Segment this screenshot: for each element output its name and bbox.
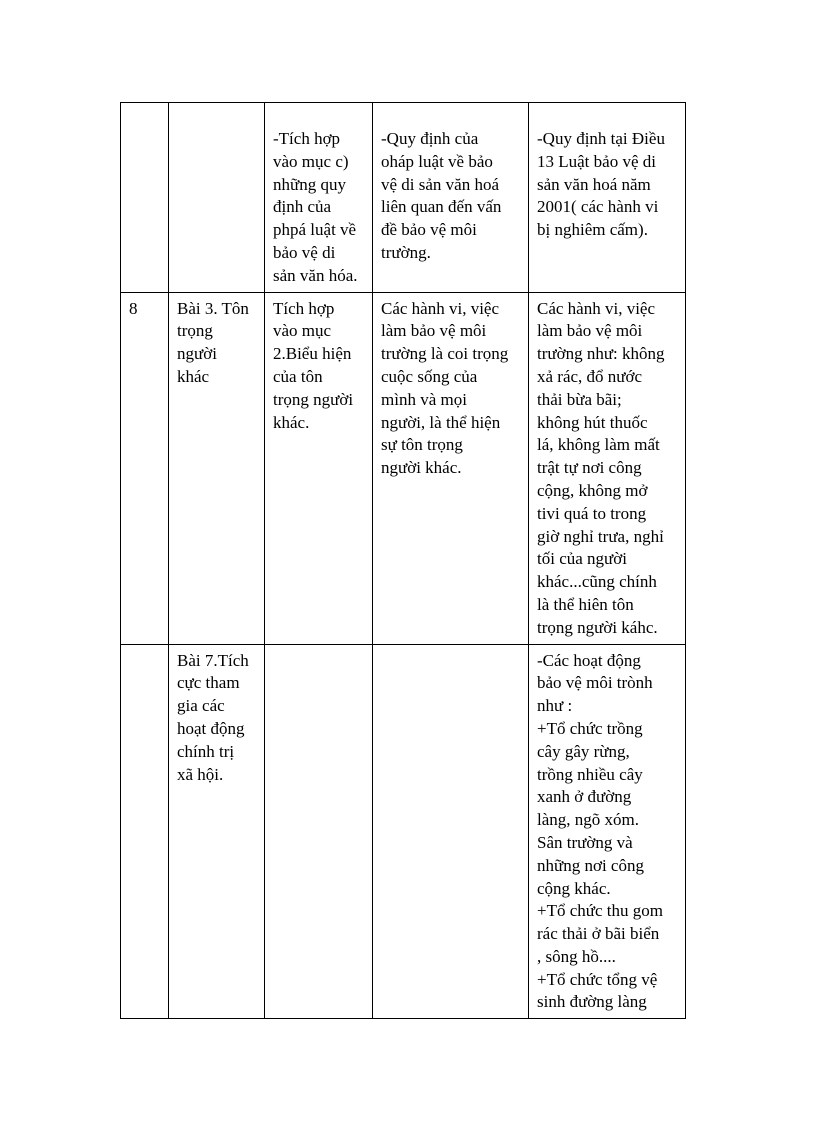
cell-text-line: đề bảo vệ môi — [381, 220, 477, 240]
cell-text-line: bảo vệ di — [273, 242, 336, 262]
cell-text-line: khác — [177, 366, 210, 386]
cell-text-line: tivi quá to trong — [537, 503, 647, 523]
cell-text-line: +Tổ chức tổng vệ — [537, 969, 658, 989]
cell-text-line: tối của người — [537, 549, 627, 569]
cell-text-line: cây gây rừng, — [537, 741, 630, 761]
cell-text-line: rác thải ở bãi biển — [537, 924, 660, 944]
cell-text-line: làng, ngõ xóm. — [537, 810, 639, 830]
cell-text-line: Bài 3. Tôn — [177, 298, 249, 318]
cell-text-line: phpá luật về — [273, 220, 357, 240]
cell-text-line: Các hành vi, việc — [537, 298, 656, 318]
cell-text-line: trọng người — [273, 389, 354, 409]
cell-lesson — [169, 644, 265, 1019]
cell-text-line: cuộc sống của — [381, 366, 478, 386]
cell-text-line: trồng nhiều cây — [537, 764, 643, 784]
integration-table — [120, 102, 686, 1019]
cell-text-line: xanh ở đường — [537, 787, 632, 807]
cell-integration — [265, 292, 373, 644]
cell-lesson — [169, 292, 265, 644]
cell-no — [121, 292, 169, 644]
cell-text-line: -Quy định của — [381, 129, 479, 148]
cell-text-line: vệ di sản văn hoá — [381, 174, 500, 194]
cell-text-line: sự tôn trọng — [381, 435, 463, 455]
cell-text-line: mình và mọi — [381, 389, 467, 409]
cell-text-line: Tích hợp — [273, 298, 335, 318]
cell-text-line: gia các — [177, 696, 225, 716]
cell-examples — [529, 292, 686, 644]
cell-content — [373, 292, 529, 644]
cell-text-line: +Tổ chức trồng — [537, 718, 643, 738]
cell-text-line: định của — [273, 197, 332, 217]
cell-text-line: 2001( các hành vi — [537, 197, 659, 217]
cell-text-line: là thể hiên tôn — [537, 594, 634, 614]
cell-text-line: những nơi công — [537, 855, 644, 875]
cell-text-line: người, là thể hiện — [381, 412, 501, 432]
cell-text-line: không hút thuốc — [537, 412, 648, 432]
cell-text-line: như : — [537, 696, 573, 716]
cell-text-line: 8 — [129, 298, 138, 318]
cell-text-line: Sân trường và — [537, 832, 633, 852]
cell-no — [121, 644, 169, 1019]
cell-text-line: làm bảo vệ môi — [381, 321, 487, 341]
cell-text-line: xã hội. — [177, 764, 224, 784]
cell-text-line: bảo vệ môi trònh — [537, 673, 653, 693]
table-row — [121, 292, 686, 644]
cell-text-line: , sông hồ.... — [537, 946, 616, 966]
cell-integration — [265, 103, 373, 293]
cell-text-line: -Quy định tại Điều — [537, 129, 665, 148]
cell-text-line: vào mục — [273, 321, 332, 341]
cell-examples — [529, 644, 686, 1019]
cell-text-line: sản văn hóa. — [273, 265, 358, 285]
cell-text-line: khác...cũng chính — [537, 572, 657, 592]
cell-text-line: cộng khác. — [537, 878, 611, 898]
cell-text-line: người — [177, 344, 217, 364]
cell-text-line: trọng — [177, 321, 213, 341]
cell-text-line: khác. — [273, 412, 310, 432]
cell-text-line: bị nghiêm cấm). — [537, 220, 648, 240]
table-row — [121, 644, 686, 1019]
cell-text-line: liên quan đến vấn — [381, 197, 502, 217]
cell-text-line: -Các hoạt động — [537, 650, 641, 670]
cell-text-line: trọng người káhc. — [537, 617, 658, 637]
cell-text-line: trường như: không — [537, 344, 665, 364]
cell-text-line: trật tự nơi công — [537, 458, 642, 478]
cell-text-line: xả rác, đổ nước — [537, 366, 643, 386]
cell-text-line: Bài 7.Tích — [177, 650, 249, 670]
cell-text-line: sản văn hoá năm — [537, 174, 651, 194]
cell-text-line: cộng, không mở — [537, 480, 648, 500]
cell-integration — [265, 644, 373, 1019]
cell-text-line: trường. — [381, 242, 431, 262]
cell-text-line: làm bảo vệ môi — [537, 321, 643, 341]
cell-content — [373, 644, 529, 1019]
cell-text-line: oháp luật về bảo — [381, 151, 493, 171]
cell-text-line: của tôn — [273, 366, 323, 386]
cell-examples — [529, 103, 686, 293]
cell-text-line: Các hành vi, việc — [381, 298, 500, 318]
cell-text-line: hoạt động — [177, 718, 245, 738]
cell-text-line: -Tích hợp — [273, 129, 341, 148]
cell-content — [373, 103, 529, 293]
cell-no — [121, 103, 169, 293]
cell-text-line: +Tổ chức thu gom — [537, 901, 663, 921]
cell-text-line: người khác. — [381, 458, 462, 478]
table-row — [121, 103, 686, 293]
cell-text-line: giờ nghỉ trưa, nghỉ — [537, 526, 664, 546]
cell-text-line: sinh đường làng — [537, 992, 647, 1012]
cell-text-line: 2.Biểu hiện — [273, 344, 352, 364]
cell-text-line: chính trị — [177, 741, 235, 761]
cell-text-line: 13 Luật bảo vệ di — [537, 151, 656, 171]
cell-lesson — [169, 103, 265, 293]
cell-text-line: thải bừa bãi; — [537, 389, 622, 409]
cell-text-line: vào mục c) — [273, 151, 349, 171]
cell-text-line: những quy — [273, 174, 346, 194]
cell-text-line: trường là coi trọng — [381, 344, 509, 364]
cell-text-line: lá, không làm mất — [537, 435, 660, 455]
cell-text-line: cực tham — [177, 673, 240, 693]
